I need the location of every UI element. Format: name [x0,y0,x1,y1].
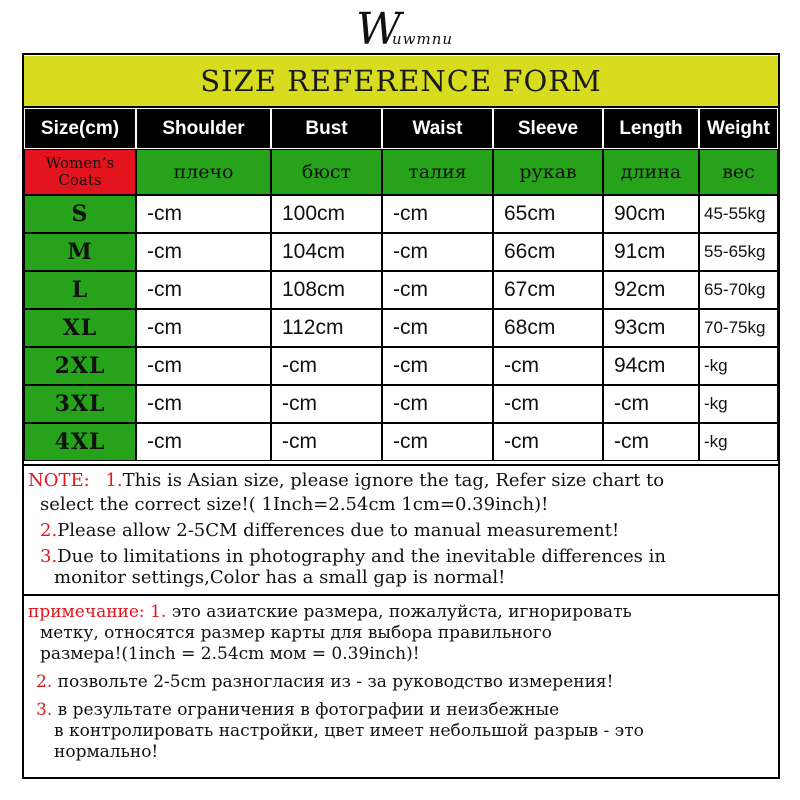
ru-note-3-line-2: в контролировать настройки, цвет имеет небольшой разрыв - это [54,721,644,741]
size-row [24,347,778,385]
weight-value: 70-75kg [699,309,778,347]
svg-text:W: W [356,4,402,50]
shoulder-value: -cm [136,347,271,385]
header-bust: Bust [271,108,382,149]
waist-value: -cm [382,347,493,385]
note-3-line-2: monitor settings,Color has a small gap is normal! [54,567,506,588]
length-value: 91cm [603,233,699,271]
header-waist: Waist [382,108,493,149]
length-value: 90cm [603,195,699,233]
bust-value: 112cm [271,309,382,347]
note-3-line-1: Due to limitations in photography and the inevitable differences in [57,546,666,567]
ru-note-3-line-1: в результате ограничения в фотографии и неизбежные [57,700,560,720]
waist-value: -cm [382,233,493,271]
note-1-number: 1. [105,470,123,491]
sleeve-value: -cm [493,385,603,423]
ru-note-3-number: 3. [36,700,53,720]
ru-shoulder: плечо [136,149,271,195]
bust-value: -cm [271,347,382,385]
russian-header-row [24,149,778,195]
waist-value: -cm [382,195,493,233]
bust-value: 108cm [271,271,382,309]
sleeve-value: 66cm [493,233,603,271]
shoulder-value: -cm [136,233,271,271]
ru-note-2-number: 2. [36,672,53,692]
sleeve-value: 67cm [493,271,603,309]
ru-sleeve: рукав [493,149,603,195]
size-label: 2XL [24,347,136,385]
ru-waist: талия [382,149,493,195]
waist-value: -cm [382,385,493,423]
size-label: S [24,195,136,233]
length-value: -cm [603,385,699,423]
length-value: -cm [603,423,699,461]
bust-value: -cm [271,385,382,423]
shoulder-value: -cm [136,195,271,233]
size-row [24,309,778,347]
shoulder-value: -cm [136,309,271,347]
russian-notes [24,594,778,777]
size-rows [24,195,778,461]
svg-text:uwmnu: uwmnu [392,30,454,48]
weight-value: -kg [699,347,778,385]
length-value: 92cm [603,271,699,309]
sleeve-value: 68cm [493,309,603,347]
ru-length: длина [603,149,699,195]
ru-note-1-line-2: метку, относятся размер карты для выбора правильного [40,623,552,643]
ru-note-1-line-3: размера!(1inch = 2.54cm мом = 0.39inch)! [40,644,420,664]
brand-logo [352,4,472,50]
note-1-line-2: select the correct size!( 1Inch=2.54cm 1cm=0.39inch)! [40,494,549,515]
note-1-line-1: This is Asian size, please ignore the tag, Refer size chart to [122,470,665,491]
ru-weight: вес [699,149,778,195]
english-notes [24,464,778,594]
size-row [24,423,778,461]
size-row [24,233,778,271]
note-label: NOTE: [28,470,90,491]
shoulder-value: -cm [136,385,271,423]
weight-value: 45-55kg [699,195,778,233]
label-line-1: Women’s [45,154,115,172]
waist-value: -cm [382,309,493,347]
header-weight: Weight [699,108,778,149]
header-row [24,108,778,149]
weight-value: -kg [699,385,778,423]
size-row [24,385,778,423]
weight-value: 65-70kg [699,271,778,309]
chart-title: SIZE REFERENCE FORM [200,64,602,98]
header-sleeve: Sleeve [493,108,603,149]
header-shoulder: Shoulder [136,108,271,149]
waist-value: -cm [382,423,493,461]
label-line-2: Coats [58,171,102,189]
header-length: Length [603,108,699,149]
size-label: XL [24,309,136,347]
size-label: L [24,271,136,309]
womens-coats-label [24,149,136,195]
size-table [24,108,778,461]
ru-note-1-number: 1. [150,602,167,622]
note-2-text: Please allow 2-5CM differences due to manual measurement! [57,520,620,541]
ru-note-3-line-3: нормально! [54,742,159,762]
ru-note-2-text: позвольте 2-5cm разногласия из - за руководство измерения! [57,672,614,692]
header-size: Size(cm) [24,108,136,149]
size-row [24,271,778,309]
waist-value: -cm [382,271,493,309]
ru-bust: бюст [271,149,382,195]
note-3-number: 3. [40,546,58,567]
sleeve-value: -cm [493,347,603,385]
ru-note-label: примечание: [28,602,145,622]
note-2-number: 2. [40,520,58,541]
sleeve-value: -cm [493,423,603,461]
bust-value: -cm [271,423,382,461]
bust-value: 104cm [271,233,382,271]
size-label: 3XL [24,385,136,423]
weight-value: 55-65kg [699,233,778,271]
size-label: M [24,233,136,271]
length-value: 93cm [603,309,699,347]
shoulder-value: -cm [136,423,271,461]
sleeve-value: 65cm [493,195,603,233]
size-label: 4XL [24,423,136,461]
title-bar [24,56,778,108]
shoulder-value: -cm [136,271,271,309]
weight-value: -kg [699,423,778,461]
length-value: 94cm [603,347,699,385]
bust-value: 100cm [271,195,382,233]
ru-note-1-line-1: это азиатские размера, пожалуйста, игнорировать [171,602,632,622]
size-row [24,195,778,233]
